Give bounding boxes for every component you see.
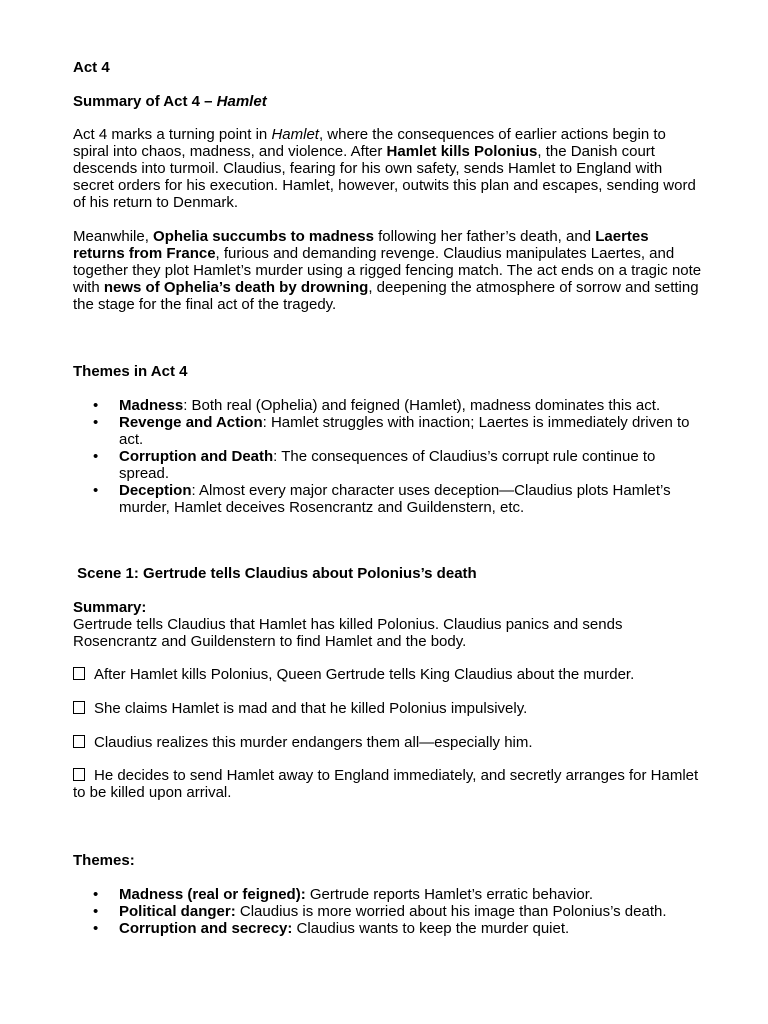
- scene1-point: [73, 767, 703, 801]
- scene1-summary-label: Summary:: [73, 599, 147, 616]
- list-item: [73, 920, 703, 937]
- theme-text: Claudius is more worried about his image than Polonius’s death.: [235, 903, 667, 920]
- list-item: [73, 414, 703, 448]
- scene1-point: [73, 666, 703, 683]
- scene1-themes-list: [73, 886, 703, 937]
- theme-text: Gertrude reports Hamlet’s erratic behavior.: [305, 886, 594, 903]
- list-item: [73, 886, 703, 903]
- summary-heading: [73, 93, 703, 110]
- theme-text: : The consequences of Claudius’s corrupt rule continue to spread.: [119, 448, 656, 482]
- theme-text: : Almost every major character uses deception—Claudius plots Hamlet’s murder, Hamlet deceives Rosencrantz and Guildenstern, etc.: [119, 482, 671, 516]
- second-text-4: , deepening the atmosphere of sorrow and setting the stage for the final act of the tragedy.: [73, 279, 699, 313]
- intro-text-3: , the Danish court descends into turmoil. Claudius, fearing for his own safety, sends Hamlet to England with secret orders for his execution. Hamlet, however, outwits this plan and escapes, sending word of his return to Denmark.: [73, 143, 696, 211]
- scene1-point: [73, 700, 703, 717]
- list-item: [73, 482, 703, 516]
- theme-term: Deception: [119, 482, 192, 499]
- summary-heading-prefix: Summary of Act 4 –: [73, 93, 217, 110]
- list-item: [73, 903, 703, 920]
- theme-term: Corruption and Death: [119, 448, 274, 465]
- checkbox-icon: [73, 735, 85, 748]
- theme-term: Revenge and Action: [119, 414, 263, 431]
- intro-paragraph: [73, 126, 703, 211]
- scene1-summary: [73, 599, 703, 650]
- checkbox-icon: [73, 768, 85, 781]
- summary-heading-play: Hamlet: [216, 93, 267, 110]
- theme-term: Madness (real or feigned):: [119, 886, 306, 903]
- second-bold-3: news of Ophelia’s death by drowning: [103, 279, 369, 296]
- theme-term: Political danger:: [119, 903, 236, 920]
- themes-heading: Themes in Act 4: [73, 363, 188, 380]
- intro-bold: Hamlet kills Polonius: [386, 143, 538, 160]
- checkbox-icon: [73, 667, 85, 680]
- checkbox-icon: [73, 701, 85, 714]
- intro-text-2: , where the consequences of earlier actions begin to spiral into chaos, madness, and violence. After: [73, 126, 666, 160]
- second-text-1: Meanwhile,: [73, 228, 154, 245]
- intro-text-1: Act 4 marks a turning point in: [73, 126, 272, 143]
- scene1-point: [73, 734, 703, 751]
- theme-text: : Hamlet struggles with inaction; Laertes is immediately driven to act.: [119, 414, 690, 448]
- themes-list: [73, 397, 703, 516]
- scene1-summary-text: Gertrude tells Claudius that Hamlet has killed Polonius. Claudius panics and sends Rosencrantz and Guildenstern to find Hamlet and the body.: [73, 616, 623, 650]
- list-item: [73, 448, 703, 482]
- theme-text: Claudius wants to keep the murder quiet.: [292, 920, 570, 937]
- theme-term: Corruption and secrecy:: [119, 920, 293, 937]
- intro-italic: Hamlet: [271, 126, 319, 143]
- second-text-2: following her father’s death, and: [373, 228, 596, 245]
- list-item: [73, 397, 703, 414]
- second-bold-2: Laertes returns from France: [73, 228, 649, 262]
- scene1-point-text: Claudius realizes this murder endangers them all—especially him.: [94, 734, 533, 751]
- second-bold-1: Ophelia succumbs to madness: [153, 228, 374, 245]
- second-text-3: , furious and demanding revenge. Claudius manipulates Laertes, and together they plot Hamlet’s murder using a rigged fencing match. The act ends on a tragic note with: [73, 245, 702, 296]
- act-title: Act 4: [73, 59, 110, 76]
- theme-text: : Both real (Ophelia) and feigned (Hamlet), madness dominates this act.: [183, 397, 661, 414]
- second-paragraph: [73, 228, 703, 313]
- scene1-themes-heading: Themes:: [73, 852, 135, 869]
- scene1-point-text: He decides to send Hamlet away to England immediately, and secretly arranges for Hamlet to be killed upon arrival.: [73, 767, 699, 801]
- theme-term: Madness: [119, 397, 184, 414]
- scene1-point-text: She claims Hamlet is mad and that he killed Polonius impulsively.: [94, 700, 528, 717]
- scene1-point-text: After Hamlet kills Polonius, Queen Gertrude tells King Claudius about the murder.: [94, 666, 635, 683]
- scene1-heading: Scene 1: Gertrude tells Claudius about Polonius’s death: [73, 565, 477, 582]
